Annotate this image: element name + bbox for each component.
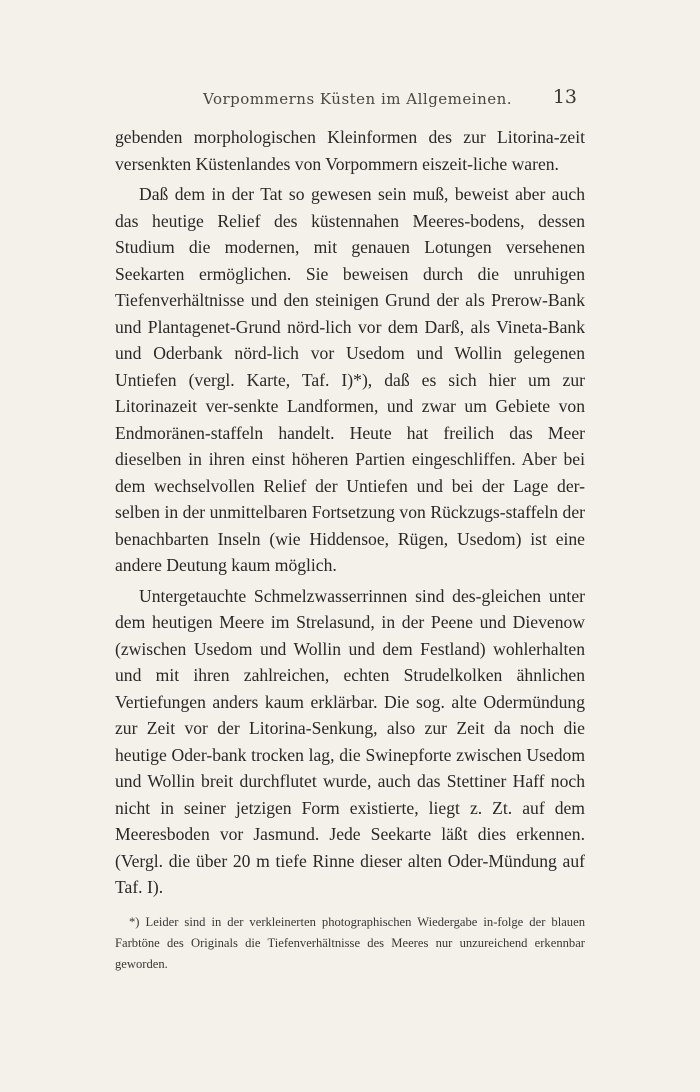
page-number: 13 bbox=[552, 86, 577, 108]
body-text bbox=[115, 124, 585, 905]
paragraph-1: gebenden morphologischen Kleinformen des zur Litorina-zeit versenkten Küstenlandes von Vorpommern eiszeit-liche waren. bbox=[115, 127, 585, 174]
paragraph-2: Daß dem in der Tat so gewesen sein muß, beweist aber auch das heutige Relief des küstennahen Meeres-bodens, dessen Studium die modernen, mit genauen Lotungen versehenen Seekarten ermöglichen. Sie beweisen durch die unruhigen Tiefenverhältnisse und den steinigen Grund der als Prerow-Bank und Plantagenet-Grund nörd-lich vor dem Darß, als Vineta-Bank und Oderbank nörd-lich vor Usedom und Wollin gelegenen Untiefen (vergl. Karte, Taf. I)*), daß es sich hier um zur Litorinazeit ver-senkte Landformen, und zwar um Gebiete von Endmoränen-staffeln handelt. Heute hat freilich das Meer dieselben in ihren einst höheren Partien eingeschliffen. Aber bei dem wechselvollen Relief der Untiefen und bei der Lage der-selben in der unmittelbaren Fortsetzung von Rückzugs-staffeln der benachbarten Inseln (wie Hiddensoe, Rügen, Usedom) ist eine andere Deutung kaum möglich. bbox=[115, 184, 585, 575]
paragraph-3: Untergetauchte Schmelzwasserrinnen sind des-gleichen unter dem heutigen Meere im Strelasund, in der Peene und Dievenow (zwischen Usedom und Wollin und dem Festland) wohlerhalten und mit ihren zahlreichen, echten Strudelkolken ähnlichen Vertiefungen anders kaum erklärbar. Die sog. alte Odermündung zur Zeit vor der Litorina-Senkung, also zur Zeit da noch die heutige Oder-bank trocken lag, die Swinepforte zwischen Usedom und Wollin breit durchflutet wurde, auch das Stettiner Haff noch nicht in seiner jetzigen Form existierte, liegt z. Zt. auf dem Meeresboden vor Jasmund. Jede Seekarte läßt dies erkennen. (Vergl. die über 20 m tiefe Rinne dieser alten Oder-Mündung auf Taf. I). bbox=[115, 585, 585, 897]
footnote: *) Leider sind in der verkleinerten photographischen Wiedergabe in-folge der blauen Farbtöne des Originals die Tiefenverhältnisse des Meeres nur unzureichend erkennbar geworden. bbox=[115, 915, 585, 971]
running-title: Vorpommerns Küsten im Allgemeinen. bbox=[203, 90, 513, 108]
running-head bbox=[115, 86, 585, 116]
